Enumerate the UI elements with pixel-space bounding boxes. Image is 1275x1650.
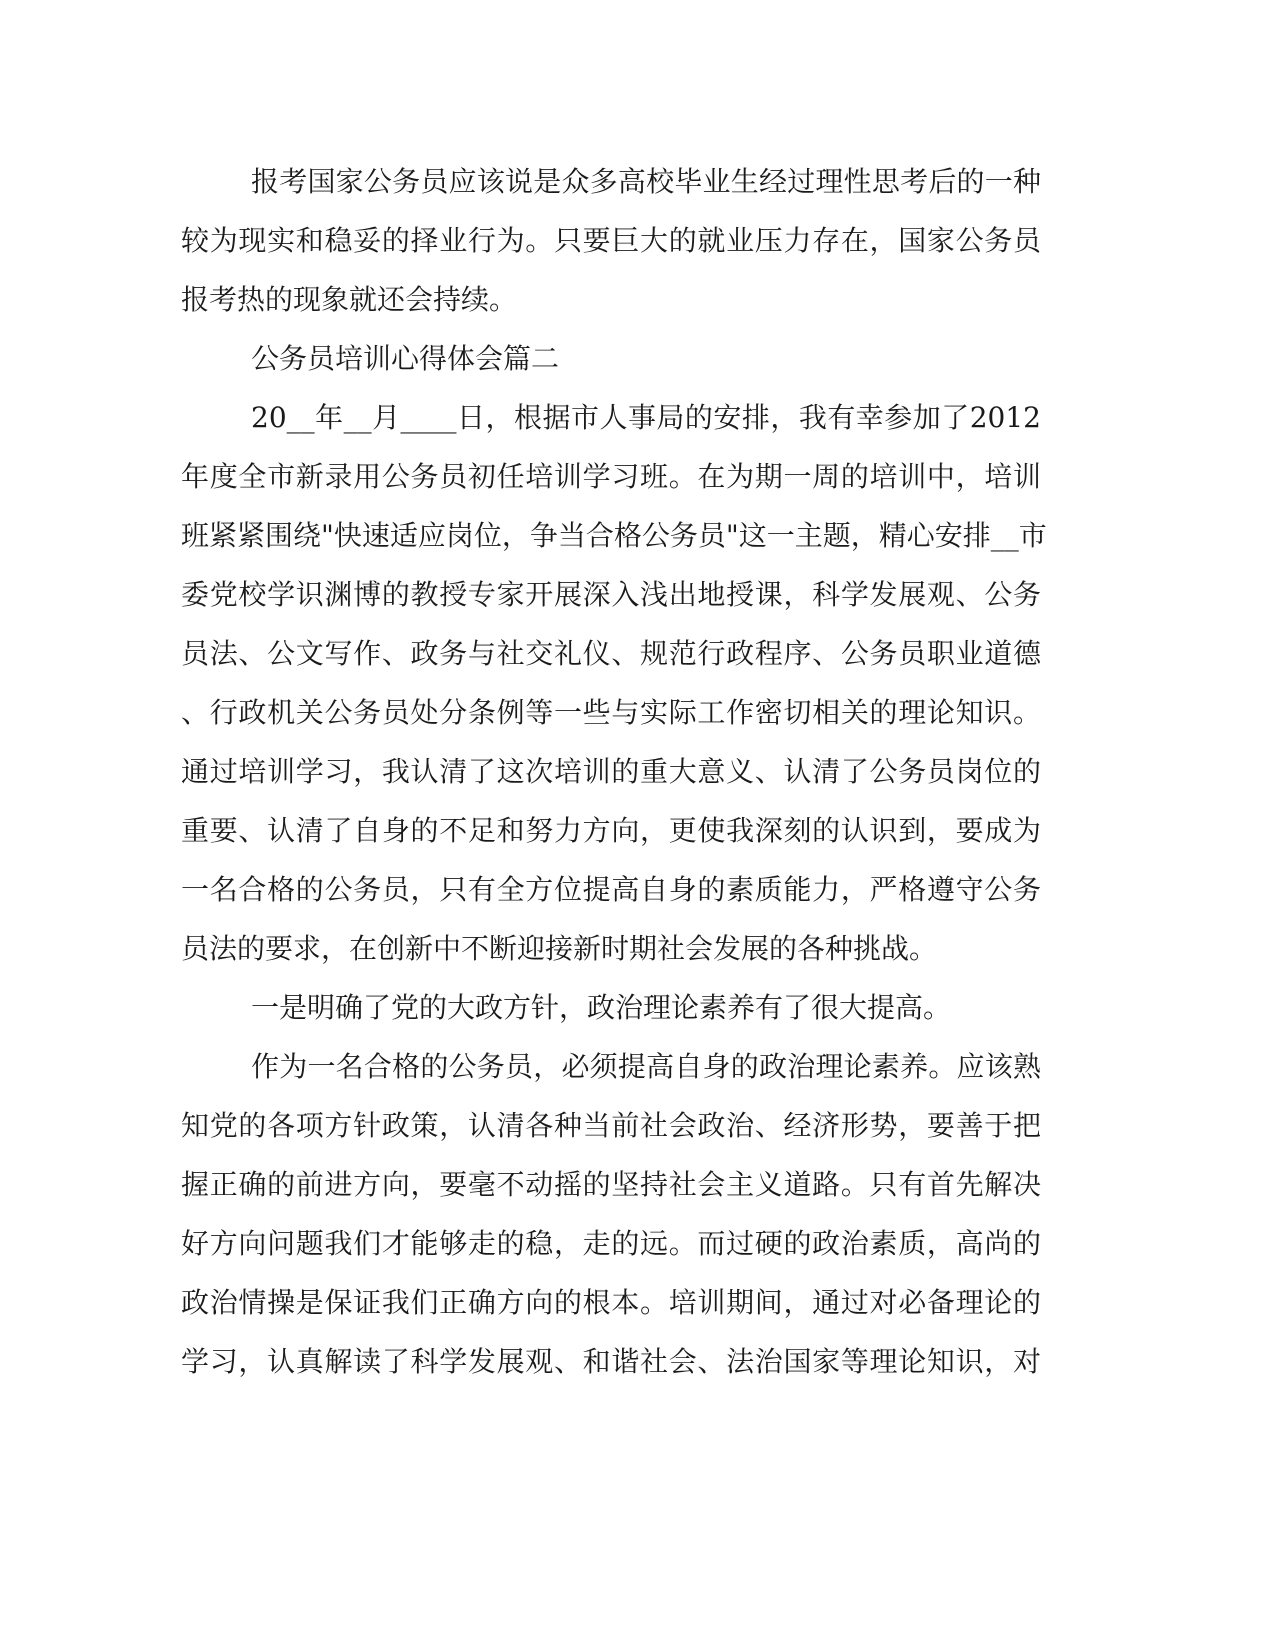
text-line: 员法、公文写作、政务与社交礼仪、规范行政程序、公务员职业道德 (181, 637, 1041, 670)
text-line: 委党校学识渊博的教授专家开展深入浅出地授课，科学发展观、公务 (181, 578, 1041, 611)
text-line: 好方向问题我们才能够走的稳，走的远。而过硬的政治素质，高尚的 (181, 1227, 1041, 1260)
text-line: 政治情操是保证我们正确方向的根本。培训期间，通过对必备理论的 (181, 1286, 1041, 1319)
text-line: 知党的各项方针政策，认清各种当前社会政治、经济形势，要善于把 (181, 1109, 1041, 1142)
text-line: 重要、认清了自身的不足和努力方向，更使我深刻的认识到，要成为 (181, 814, 1041, 847)
text-line: 作为一名合格的公务员，必须提高自身的政治理论素养。应该熟 (251, 1050, 1041, 1083)
section-heading: 公务员培训心得体会篇二 (251, 342, 560, 375)
text-line: 年度全市新录用公务员初任培训学习班。在为期一周的培训中，培训 (181, 460, 1041, 493)
text-line: 学习，认真解读了科学发展观、和谐社会、法治国家等理论知识，对 (181, 1345, 1041, 1378)
text-line: 报考国家公务员应该说是众多高校毕业生经过理性思考后的一种 (251, 165, 1041, 198)
text-line: 、行政机关公务员处分条例等一些与实际工作密切相关的理论知识。 (181, 696, 1041, 729)
text-line: 较为现实和稳妥的择业行为。只要巨大的就业压力存在，国家公务员 (181, 224, 1041, 257)
text-line: 班紧紧围绕"快速适应岗位，争当合格公务员"这一主题，精心安排__市 (181, 519, 1047, 552)
text-line: 员法的要求，在创新中不断迎接新时期社会发展的各种挑战。 (181, 932, 938, 965)
text-line: 一名合格的公务员，只有全方位提高自身的素质能力，严格遵守公务 (181, 873, 1041, 906)
text-line: 握正确的前进方向，要毫不动摇的坚持社会主义道路。只有首先解决 (181, 1168, 1041, 1201)
text-line: 通过培训学习，我认清了这次培训的重大意义、认清了公务员岗位的 (181, 755, 1041, 788)
text-line: 20__年__月____日，根据市人事局的安排，我有幸参加了2012 (251, 401, 1041, 434)
text-line: 报考热的现象就还会持续。 (181, 283, 518, 316)
text-line: 一是明确了党的大政方针，政治理论素养有了很大提高。 (251, 991, 952, 1024)
